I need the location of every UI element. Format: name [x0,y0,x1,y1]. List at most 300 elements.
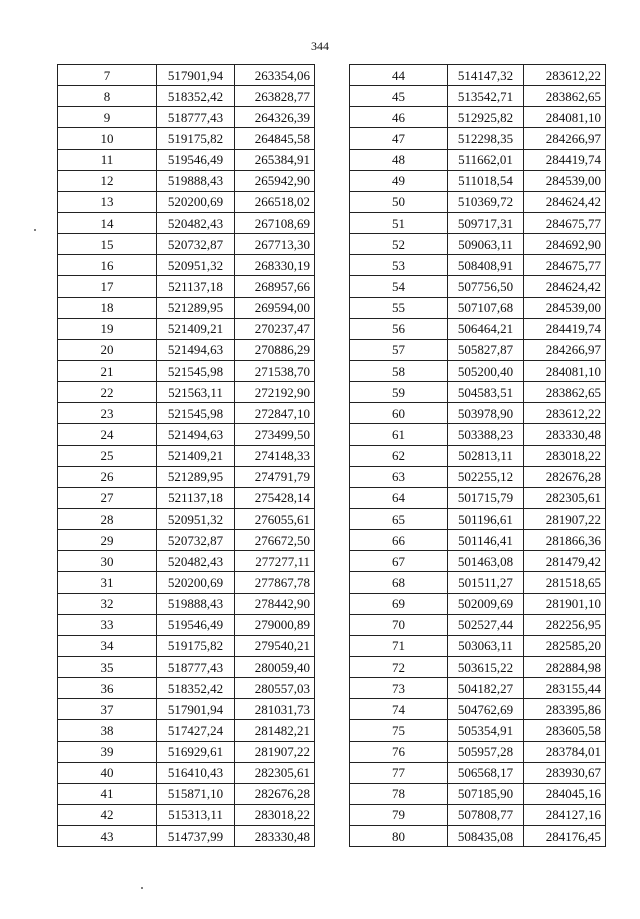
x-coordinate-cell: 507185,90 [448,783,524,804]
y-coordinate-cell: 263828,77 [235,86,315,107]
table-row [350,424,606,445]
point-number-cell: 74 [350,699,448,720]
y-coordinate-cell: 284081,10 [524,360,606,381]
x-coordinate-cell: 512925,82 [448,107,524,128]
y-coordinate-cell: 267108,69 [235,212,315,233]
table-row [58,551,315,572]
table-row [350,804,606,825]
table-row [58,191,315,212]
y-coordinate-cell: 281518,65 [524,572,606,593]
y-coordinate-cell: 283605,58 [524,720,606,741]
x-coordinate-cell: 511018,54 [448,170,524,191]
table-row [350,382,606,403]
table-row [350,656,606,677]
y-coordinate-cell: 265384,91 [235,149,315,170]
point-number-cell: 65 [350,508,448,529]
table-row [58,128,315,149]
point-number-cell: 54 [350,276,448,297]
x-coordinate-cell: 503615,22 [448,656,524,677]
y-coordinate-cell: 270237,47 [235,318,315,339]
table-row [350,234,606,255]
y-coordinate-cell: 275428,14 [235,487,315,508]
point-number-cell: 73 [350,678,448,699]
scan-speck [141,887,143,889]
table-row [350,318,606,339]
x-coordinate-cell: 517427,24 [157,720,235,741]
point-number-cell: 32 [58,593,157,614]
point-number-cell: 48 [350,149,448,170]
x-coordinate-cell: 518777,43 [157,107,235,128]
point-number-cell: 42 [58,804,157,825]
point-number-cell: 17 [58,276,157,297]
point-number-cell: 63 [350,466,448,487]
point-number-cell: 38 [58,720,157,741]
point-number-cell: 16 [58,255,157,276]
y-coordinate-cell: 270886,29 [235,339,315,360]
x-coordinate-cell: 503978,90 [448,403,524,424]
x-coordinate-cell: 516410,43 [157,762,235,783]
table-row [58,86,315,107]
y-coordinate-cell: 284419,74 [524,149,606,170]
x-coordinate-cell: 521545,98 [157,360,235,381]
point-number-cell: 58 [350,360,448,381]
y-coordinate-cell: 284539,00 [524,297,606,318]
y-coordinate-cell: 274791,79 [235,466,315,487]
x-coordinate-cell: 505200,40 [448,360,524,381]
y-coordinate-cell: 268330,19 [235,255,315,276]
point-number-cell: 57 [350,339,448,360]
y-coordinate-cell: 281907,22 [235,741,315,762]
y-coordinate-cell: 283862,65 [524,86,606,107]
y-coordinate-cell: 276672,50 [235,530,315,551]
y-coordinate-cell: 281482,21 [235,720,315,741]
table-row [350,255,606,276]
point-number-cell: 34 [58,635,157,656]
point-number-cell: 76 [350,741,448,762]
point-number-cell: 41 [58,783,157,804]
y-coordinate-cell: 283930,67 [524,762,606,783]
y-coordinate-cell: 283862,65 [524,382,606,403]
x-coordinate-cell: 506568,17 [448,762,524,783]
x-coordinate-cell: 518352,42 [157,678,235,699]
table-row [350,170,606,191]
x-coordinate-cell: 509063,11 [448,234,524,255]
table-row [58,720,315,741]
point-number-cell: 69 [350,593,448,614]
table-row [58,614,315,635]
x-coordinate-cell: 520732,87 [157,234,235,255]
x-coordinate-cell: 515313,11 [157,804,235,825]
point-number-cell: 75 [350,720,448,741]
point-number-cell: 22 [58,382,157,403]
x-coordinate-cell: 517901,94 [157,65,235,86]
point-number-cell: 20 [58,339,157,360]
point-number-cell: 23 [58,403,157,424]
y-coordinate-cell: 284675,77 [524,255,606,276]
scan-speck [34,229,36,231]
y-coordinate-cell: 282676,28 [235,783,315,804]
point-number-cell: 77 [350,762,448,783]
y-coordinate-cell: 271538,70 [235,360,315,381]
point-number-cell: 55 [350,297,448,318]
table-row [58,466,315,487]
point-number-cell: 26 [58,466,157,487]
x-coordinate-cell: 504762,69 [448,699,524,720]
x-coordinate-cell: 507756,50 [448,276,524,297]
table-row [58,678,315,699]
table-row [58,635,315,656]
y-coordinate-cell: 283155,44 [524,678,606,699]
point-number-cell: 21 [58,360,157,381]
point-number-cell: 43 [58,826,157,847]
table-row [58,826,315,847]
y-coordinate-cell: 280059,40 [235,656,315,677]
x-coordinate-cell: 515871,10 [157,783,235,804]
point-number-cell: 67 [350,551,448,572]
table-row [58,297,315,318]
y-coordinate-cell: 267713,30 [235,234,315,255]
x-coordinate-cell: 509717,31 [448,212,524,233]
table-row [58,424,315,445]
table-row [350,212,606,233]
point-number-cell: 44 [350,65,448,86]
y-coordinate-cell: 282884,98 [524,656,606,677]
y-coordinate-cell: 283018,22 [524,445,606,466]
y-coordinate-cell: 263354,06 [235,65,315,86]
x-coordinate-cell: 521137,18 [157,487,235,508]
y-coordinate-cell: 276055,61 [235,508,315,529]
table-row [350,593,606,614]
point-number-cell: 25 [58,445,157,466]
x-coordinate-cell: 501196,61 [448,508,524,529]
y-coordinate-cell: 264845,58 [235,128,315,149]
y-coordinate-cell: 284127,16 [524,804,606,825]
y-coordinate-cell: 281479,42 [524,551,606,572]
x-coordinate-cell: 519546,49 [157,149,235,170]
y-coordinate-cell: 282305,61 [235,762,315,783]
point-number-cell: 71 [350,635,448,656]
point-number-cell: 46 [350,107,448,128]
table-row [350,191,606,212]
x-coordinate-cell: 518352,42 [157,86,235,107]
table-row [58,382,315,403]
coordinates-table-right-body [350,65,606,847]
table-row [58,741,315,762]
table-row [58,276,315,297]
point-number-cell: 51 [350,212,448,233]
table-row [58,762,315,783]
page-number: 344 [311,39,329,53]
x-coordinate-cell: 521289,95 [157,466,235,487]
table-row [350,445,606,466]
x-coordinate-cell: 518777,43 [157,656,235,677]
x-coordinate-cell: 520482,43 [157,212,235,233]
x-coordinate-cell: 519175,82 [157,635,235,656]
y-coordinate-cell: 283612,22 [524,65,606,86]
table-row [58,804,315,825]
y-coordinate-cell: 284624,42 [524,276,606,297]
x-coordinate-cell: 520951,32 [157,255,235,276]
y-coordinate-cell: 266518,02 [235,191,315,212]
y-coordinate-cell: 284675,77 [524,212,606,233]
x-coordinate-cell: 502009,69 [448,593,524,614]
table-row [350,65,606,86]
table-row [58,445,315,466]
table-row [58,360,315,381]
table-row [350,678,606,699]
y-coordinate-cell: 283330,48 [524,424,606,445]
y-coordinate-cell: 273499,50 [235,424,315,445]
table-row [350,826,606,847]
point-number-cell: 8 [58,86,157,107]
x-coordinate-cell: 520482,43 [157,551,235,572]
point-number-cell: 11 [58,149,157,170]
y-coordinate-cell: 282676,28 [524,466,606,487]
point-number-cell: 31 [58,572,157,593]
y-coordinate-cell: 283395,86 [524,699,606,720]
table-row [58,487,315,508]
y-coordinate-cell: 278442,90 [235,593,315,614]
table-row [350,86,606,107]
point-number-cell: 13 [58,191,157,212]
x-coordinate-cell: 510369,72 [448,191,524,212]
x-coordinate-cell: 503063,11 [448,635,524,656]
x-coordinate-cell: 521409,21 [157,318,235,339]
point-number-cell: 80 [350,826,448,847]
x-coordinate-cell: 521545,98 [157,403,235,424]
x-coordinate-cell: 508408,91 [448,255,524,276]
point-number-cell: 50 [350,191,448,212]
y-coordinate-cell: 284266,97 [524,128,606,149]
x-coordinate-cell: 516929,61 [157,741,235,762]
table-row [350,403,606,424]
y-coordinate-cell: 279540,21 [235,635,315,656]
table-row [58,65,315,86]
point-number-cell: 52 [350,234,448,255]
x-coordinate-cell: 513542,71 [448,86,524,107]
point-number-cell: 36 [58,678,157,699]
point-number-cell: 10 [58,128,157,149]
point-number-cell: 59 [350,382,448,403]
y-coordinate-cell: 284692,90 [524,234,606,255]
table-row [350,614,606,635]
point-number-cell: 79 [350,804,448,825]
x-coordinate-cell: 514737,99 [157,826,235,847]
x-coordinate-cell: 503388,23 [448,424,524,445]
table-row [58,403,315,424]
x-coordinate-cell: 514147,32 [448,65,524,86]
y-coordinate-cell: 277867,78 [235,572,315,593]
y-coordinate-cell: 284266,97 [524,339,606,360]
point-number-cell: 70 [350,614,448,635]
point-number-cell: 28 [58,508,157,529]
y-coordinate-cell: 283330,48 [235,826,315,847]
point-number-cell: 45 [350,86,448,107]
x-coordinate-cell: 512298,35 [448,128,524,149]
table-row [350,276,606,297]
point-number-cell: 72 [350,656,448,677]
y-coordinate-cell: 284081,10 [524,107,606,128]
table-row [58,149,315,170]
y-coordinate-cell: 264326,39 [235,107,315,128]
x-coordinate-cell: 507808,77 [448,804,524,825]
x-coordinate-cell: 521494,63 [157,424,235,445]
x-coordinate-cell: 502527,44 [448,614,524,635]
point-number-cell: 66 [350,530,448,551]
point-number-cell: 19 [58,318,157,339]
point-number-cell: 49 [350,170,448,191]
y-coordinate-cell: 284419,74 [524,318,606,339]
table-row [350,297,606,318]
y-coordinate-cell: 284045,16 [524,783,606,804]
table-row [350,572,606,593]
coordinates-table-left-body [58,65,315,847]
x-coordinate-cell: 501146,41 [448,530,524,551]
point-number-cell: 33 [58,614,157,635]
point-number-cell: 53 [350,255,448,276]
point-number-cell: 47 [350,128,448,149]
table-row [58,318,315,339]
x-coordinate-cell: 521409,21 [157,445,235,466]
x-coordinate-cell: 502813,11 [448,445,524,466]
point-number-cell: 68 [350,572,448,593]
y-coordinate-cell: 283784,01 [524,741,606,762]
y-coordinate-cell: 282585,20 [524,635,606,656]
table-row [58,530,315,551]
y-coordinate-cell: 284176,45 [524,826,606,847]
x-coordinate-cell: 520200,69 [157,572,235,593]
table-row [350,720,606,741]
point-number-cell: 24 [58,424,157,445]
point-number-cell: 30 [58,551,157,572]
point-number-cell: 15 [58,234,157,255]
table-row [350,487,606,508]
coordinates-table-right [349,64,606,847]
x-coordinate-cell: 521563,11 [157,382,235,403]
y-coordinate-cell: 281866,36 [524,530,606,551]
x-coordinate-cell: 501715,79 [448,487,524,508]
x-coordinate-cell: 504182,27 [448,678,524,699]
point-number-cell: 39 [58,741,157,762]
table-row [58,593,315,614]
x-coordinate-cell: 520200,69 [157,191,235,212]
point-number-cell: 27 [58,487,157,508]
table-row [350,128,606,149]
table-row [58,783,315,804]
x-coordinate-cell: 505827,87 [448,339,524,360]
table-row [350,635,606,656]
table-row [350,783,606,804]
y-coordinate-cell: 282256,95 [524,614,606,635]
y-coordinate-cell: 283612,22 [524,403,606,424]
x-coordinate-cell: 519546,49 [157,614,235,635]
table-row [58,508,315,529]
coordinates-table-left [57,64,315,847]
x-coordinate-cell: 501463,08 [448,551,524,572]
y-coordinate-cell: 272192,90 [235,382,315,403]
table-row [58,107,315,128]
y-coordinate-cell: 284624,42 [524,191,606,212]
y-coordinate-cell: 282305,61 [524,487,606,508]
x-coordinate-cell: 502255,12 [448,466,524,487]
point-number-cell: 56 [350,318,448,339]
y-coordinate-cell: 268957,66 [235,276,315,297]
point-number-cell: 18 [58,297,157,318]
table-row [350,466,606,487]
point-number-cell: 60 [350,403,448,424]
table-row [58,339,315,360]
table-row [58,212,315,233]
table-row [350,741,606,762]
y-coordinate-cell: 277277,11 [235,551,315,572]
y-coordinate-cell: 265942,90 [235,170,315,191]
y-coordinate-cell: 281031,73 [235,699,315,720]
x-coordinate-cell: 517901,94 [157,699,235,720]
y-coordinate-cell: 281901,10 [524,593,606,614]
point-number-cell: 61 [350,424,448,445]
y-coordinate-cell: 272847,10 [235,403,315,424]
table-row [350,699,606,720]
point-number-cell: 37 [58,699,157,720]
x-coordinate-cell: 501511,27 [448,572,524,593]
x-coordinate-cell: 506464,21 [448,318,524,339]
x-coordinate-cell: 520951,32 [157,508,235,529]
x-coordinate-cell: 521494,63 [157,339,235,360]
point-number-cell: 64 [350,487,448,508]
y-coordinate-cell: 280557,03 [235,678,315,699]
table-row [58,234,315,255]
table-row [58,656,315,677]
point-number-cell: 29 [58,530,157,551]
table-row [58,699,315,720]
y-coordinate-cell: 284539,00 [524,170,606,191]
x-coordinate-cell: 505957,28 [448,741,524,762]
x-coordinate-cell: 519175,82 [157,128,235,149]
x-coordinate-cell: 511662,01 [448,149,524,170]
point-number-cell: 9 [58,107,157,128]
point-number-cell: 35 [58,656,157,677]
x-coordinate-cell: 505354,91 [448,720,524,741]
x-coordinate-cell: 508435,08 [448,826,524,847]
point-number-cell: 40 [58,762,157,783]
table-row [350,551,606,572]
table-row [350,508,606,529]
table-row [350,360,606,381]
table-row [350,107,606,128]
x-coordinate-cell: 521137,18 [157,276,235,297]
table-row [350,530,606,551]
y-coordinate-cell: 269594,00 [235,297,315,318]
y-coordinate-cell: 281907,22 [524,508,606,529]
x-coordinate-cell: 519888,43 [157,593,235,614]
point-number-cell: 12 [58,170,157,191]
x-coordinate-cell: 519888,43 [157,170,235,191]
table-row [350,339,606,360]
table-row [350,149,606,170]
table-row [350,762,606,783]
point-number-cell: 62 [350,445,448,466]
y-coordinate-cell: 274148,33 [235,445,315,466]
point-number-cell: 14 [58,212,157,233]
point-number-cell: 78 [350,783,448,804]
point-number-cell: 7 [58,65,157,86]
x-coordinate-cell: 521289,95 [157,297,235,318]
x-coordinate-cell: 520732,87 [157,530,235,551]
table-row [58,255,315,276]
y-coordinate-cell: 283018,22 [235,804,315,825]
table-row [58,572,315,593]
x-coordinate-cell: 504583,51 [448,382,524,403]
